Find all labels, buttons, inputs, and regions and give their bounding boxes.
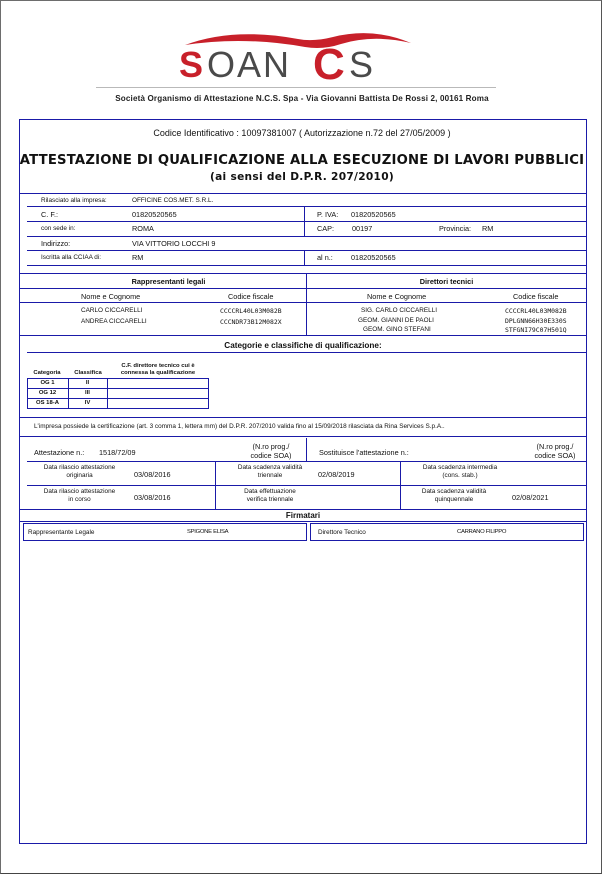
codice-identificativo: Codice Identificativo : 10097381007 ( Autorizzazione n.72 del 27/05/2009 ) [153,128,451,138]
col-cf-line1: C.F. direttore tecnico cui è [121,363,195,369]
rilasciato-value: OFFICINE COS.MET. S.R.L. [132,197,214,204]
header-rule [96,87,496,88]
table-row: III [85,390,90,396]
list-item: CARLO CICCARELLI [81,307,143,314]
categorie-title: Categorie e classifiche di qualificazione: [224,341,382,350]
divider [27,236,587,237]
scad-quinq-label-1: Data scadenza validità [421,488,487,495]
table-row: II [85,380,90,386]
piva-label: P. IVA: [317,210,339,219]
document-subtitle: (ai sensi del D.P.R. 207/2010) [209,171,395,183]
provincia-value: RM [482,224,494,233]
certificate-frame [19,119,587,844]
divider [19,302,587,303]
cciaa-label: Iscritta alla CCIAA di: [41,254,102,261]
divider [27,461,587,462]
svg-text:C: C [313,40,345,83]
divider [306,438,307,461]
divider [19,288,587,289]
svg-text:OAN: OAN [207,44,292,83]
divider [304,250,305,265]
divider [27,485,587,486]
divider [19,273,587,274]
list-item: CCCNDR73B12M082X [220,318,282,326]
list-item: GEOM. GINO STEFANI [363,326,431,333]
cciaa-value: RM [132,253,144,262]
scad-trien-value: 02/08/2019 [318,470,355,479]
soancs-logo [173,31,423,83]
table-row: OG 12 [38,390,57,396]
svg-text:S: S [179,44,205,83]
list-item: SIG. CARLO CICCARELLI [361,307,437,314]
piva-value: 01820520565 [351,210,396,219]
prog-note-2b: codice SOA) [534,451,576,460]
scad-inter-label-1: Data scadenza intermedia [422,464,498,471]
indirizzo-value: VIA VITTORIO LOCCHI 9 [132,239,216,248]
divider [27,206,587,207]
list-item: STFGNI79C07H501Q [505,326,567,334]
divider [107,378,108,409]
rapp-col-cf: Codice fiscale [228,292,274,301]
table-row: OG 1 [40,380,55,386]
cf-value: 01820520565 [132,210,177,219]
cap-label: CAP: [317,224,335,233]
cf-label: C. F.: [41,210,59,219]
divider [27,221,587,222]
svg-text:S: S [349,44,374,83]
rapp-col-name: Nome e Cognome [81,292,141,301]
cap-value: 00197 [352,224,373,233]
scad-quinq-label-2: quinquennale [434,496,474,503]
divider [27,388,209,389]
document-title: ATTESTAZIONE DI QUALIFICAZIONE ALLA ESECUZIONE DI LAVORI PUBBLICI [19,153,585,168]
dir-col-name: Nome e Cognome [367,292,427,301]
company-address: Società Organismo di Attestazione N.C.S. Spa - Via Giovanni Battista De Rossi 2, 00161 Roma [115,94,489,103]
dir-col-cf: Codice fiscale [513,292,559,301]
table-row: OS 18-A [36,400,59,406]
col-categoria: Categoria [33,370,61,376]
divider [19,335,587,336]
rilasciato-label: Rilasciato alla impresa: [41,197,107,204]
sostituisce-label: Sostituisce l'attestazione n.: [319,448,409,457]
table-row: IV [84,400,91,406]
col-classifica: Classifica [74,370,102,376]
list-item: CCCCRL40L03M082B [505,307,567,315]
divider [19,193,587,194]
verifica-label-2: verifica triennale [246,496,294,503]
direttore-value: CARRANO FILIPPO [457,529,507,535]
col-cf-line2: connessa la qualificazione [120,370,196,376]
scad-inter-label-2: (cons. stab.) [442,472,478,479]
scad-quinq-value: 02/08/2021 [512,493,549,502]
divider [19,509,587,510]
list-item: CCCCRL40L03M082B [220,307,282,315]
attestazione-label: Attestazione n.: [34,448,85,457]
rilascio-orig-label-2: originaria [66,472,93,479]
divider [19,417,587,418]
rappresentanti-title: Rappresentanti legali [131,277,206,286]
scad-trien-label-1: Data scadenza validità [237,464,303,471]
verifica-label-1: Data effettuazione [244,488,296,495]
list-item: GEOM. GIANNI DE PAOLI [358,317,434,324]
sede-label: con sede in: [41,225,76,232]
sede-value: ROMA [132,224,154,233]
attestazione-value: 1518/72/09 [99,448,136,457]
aln-label: al n.: [317,253,333,262]
rilascio-orig-value: 03/08/2016 [134,470,171,479]
divider [19,436,587,437]
divider [27,265,587,266]
direttori-title: Direttori tecnici [419,277,474,286]
scad-trien-label-2: triennale [257,472,283,479]
prog-note-1b: codice SOA) [250,451,292,460]
rilascio-corso-value: 03/08/2016 [134,493,171,502]
divider [27,398,209,399]
divider [304,206,305,221]
rappresentante-label: Rappresentante Legale [28,529,95,536]
aln-value: 01820520565 [351,253,396,262]
prog-note-1a: (N.ro prog./ [252,442,290,451]
rappresentante-value: SPIGONE ELISA [187,529,229,535]
divider [27,250,587,251]
rilascio-orig-label-1: Data rilascio attestazione [43,464,116,471]
rilascio-corso-label-2: in corso [68,496,91,503]
divider [304,221,305,236]
divider [27,352,587,353]
firmatari-title: Firmatari [285,511,321,520]
rilascio-corso-label-1: Data rilascio attestazione [43,488,116,495]
list-item: ANDREA CICCARELLI [81,318,147,325]
list-item: DPLGNN66H30E330S [505,317,567,325]
direttore-label: Direttore Tecnico [318,529,366,536]
certificazione-text: L'impresa possiede la certificazione (art. 3 comma 1, lettera mm) del D.P.R. 207/2010 valida fino al 15/09/2018 rilasciata da Rina Services S.p.A.. [34,423,445,430]
prog-note-2a: (N.ro prog./ [536,442,574,451]
indirizzo-label: Indirizzo: [41,239,71,248]
provincia-label: Provincia: [439,224,472,233]
divider [19,521,587,522]
